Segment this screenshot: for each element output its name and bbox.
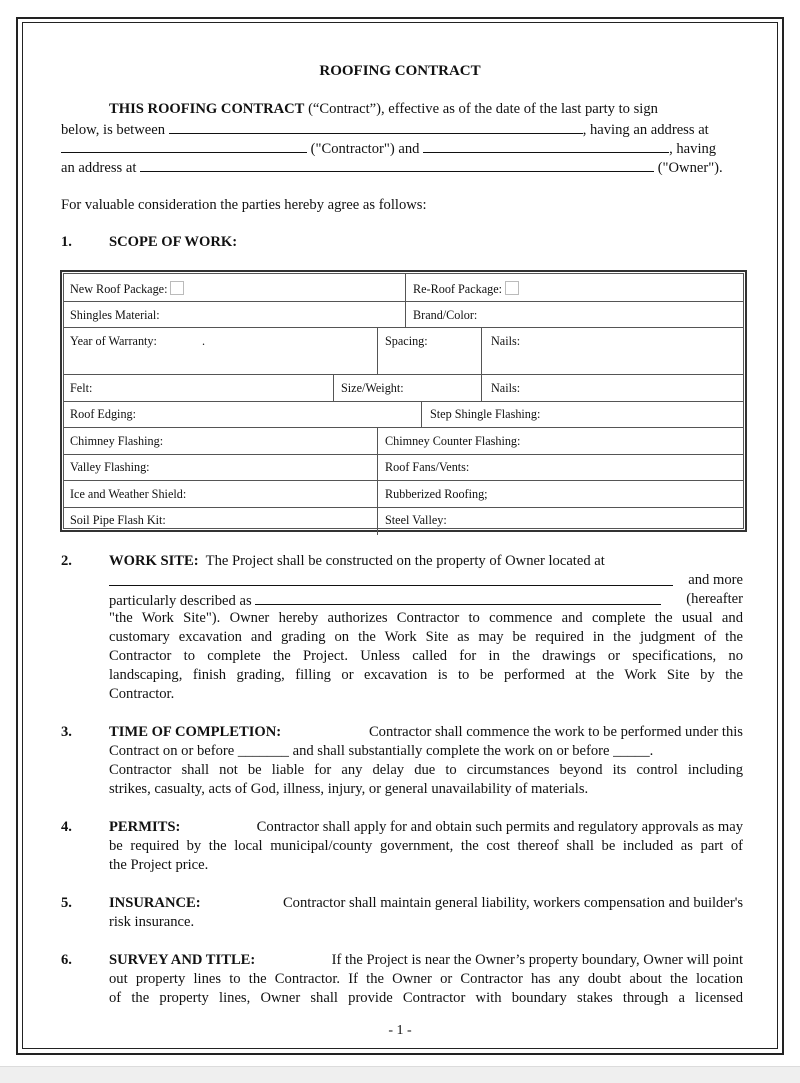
brand-color-label: Brand/Color: (413, 308, 478, 322)
chimney-counter-flashing-label: Chimney Counter Flashing: (385, 434, 521, 448)
consideration-text: For valuable consideration the parties hereby agree as follows: (61, 197, 427, 213)
section-6-line-3: of the property lines, Owner shall provide Contractor with boundary stakes through a licensed (109, 990, 743, 1006)
roof-edging-label: Roof Edging: (70, 407, 137, 421)
row-divider (64, 507, 743, 508)
row-divider (64, 374, 743, 375)
section-2-line-2: and more (109, 571, 743, 592)
col-divider (377, 327, 378, 375)
section-6-line-2: out property lines to the Contractor. If the Owner or Contractor has any doubt about the location (109, 971, 743, 987)
felt-label: Felt: (70, 381, 93, 395)
section-5-line-2: risk insurance. (109, 914, 195, 930)
section-1-number: 1. (61, 234, 72, 250)
table-inner-border (63, 273, 744, 529)
viewer-bottom-bar (0, 1066, 800, 1083)
row-divider (64, 327, 743, 328)
owner-name-blank[interactable] (423, 138, 669, 153)
section-2-line-3: particularly described as (hereafter (109, 591, 743, 609)
work-site-location-blank[interactable] (109, 571, 673, 586)
col-divider (481, 327, 482, 402)
spacing-label: Spacing: (385, 334, 428, 348)
new-roof-package-checkbox[interactable] (170, 281, 184, 295)
contractor-name-blank[interactable] (169, 119, 583, 134)
section-3-line-1: TIME OF COMPLETION: Contractor shall commence the work to be performed under this (109, 724, 743, 740)
intro-line-1: THIS ROOFING CONTRACT (“Contract”), effective as of the date of the last party to sign (109, 101, 658, 117)
row-divider (64, 480, 743, 481)
contractor-address-blank[interactable] (61, 138, 307, 153)
section-3-line-4: strikes, casualty, acts of God, illness, injury, or general unavailability of materials. (109, 781, 589, 797)
year-of-warranty-label: Year of Warranty: (70, 334, 157, 348)
owner-address-blank[interactable] (140, 157, 654, 172)
row-divider (64, 427, 743, 428)
section-2-line-4: "the Work Site"). Owner hereby authorizes Contractor to commence and complete the usual and (109, 610, 743, 626)
valley-flashing-label: Valley Flashing: (70, 460, 150, 474)
roof-fans-vents-label: Roof Fans/Vents: (385, 460, 470, 474)
soil-pipe-flash-kit-label: Soil Pipe Flash Kit: (70, 513, 166, 527)
col-divider (421, 401, 422, 428)
section-2-line-7: landscaping, finish grading, filling or excavation is to be performed at the Work Site by the (109, 667, 743, 683)
row-divider (64, 401, 743, 402)
shingles-material-label: Shingles Material: (70, 308, 160, 322)
page-number: - 1 - (388, 1023, 412, 1038)
ice-weather-shield-label: Ice and Weather Shield: (70, 487, 187, 501)
nails-label: Nails: (491, 381, 521, 395)
scope-of-work-table (60, 270, 747, 532)
section-4-line-2: be required by the local municipal/county government, the cost thereof shall be included as part of (109, 838, 743, 854)
re-roof-package-field: Re-Roof Package: (413, 281, 519, 297)
re-roof-package-checkbox[interactable] (505, 281, 519, 295)
section-2-line-1: WORK SITE: The Project shall be constructed on the property of Owner located at (109, 553, 605, 569)
new-roof-package-field: New Roof Package: (70, 281, 184, 297)
row-divider (64, 454, 743, 455)
section-2-line-8: Contractor. (109, 686, 175, 702)
warranty-dot: . (202, 334, 206, 348)
section-2-number: 2. (61, 553, 72, 569)
intro-line-2: below, is between , having an address at (61, 119, 709, 140)
steel-valley-label: Steel Valley: (385, 513, 447, 527)
rubberized-roofing-label: Rubberized Roofing; (385, 487, 488, 501)
chimney-flashing-label: Chimney Flashing: (70, 434, 164, 448)
size-weight-label: Size/Weight: (341, 381, 404, 395)
row-divider (64, 301, 743, 302)
section-4-line-1: PERMITS: Contractor shall apply for and obtain such permits and regulatory approvals as may (109, 819, 743, 835)
intro-line-4: an address at ("Owner"). (61, 157, 723, 178)
document-title: ROOFING CONTRACT (319, 63, 481, 79)
nails-label: Nails: (491, 334, 521, 348)
section-5-number: 5. (61, 895, 72, 911)
section-4-number: 4. (61, 819, 72, 835)
section-3-line-3: Contractor shall not be liable for any delay due to circumstances beyond its control including (109, 762, 743, 778)
section-3-number: 3. (61, 724, 72, 740)
col-divider (333, 374, 334, 402)
section-5-line-1: INSURANCE: Contractor shall maintain general liability, workers compensation and builder's (109, 895, 743, 911)
section-6-line-1: SURVEY AND TITLE: If the Project is near the Owner’s property boundary, Owner will point (109, 952, 743, 968)
work-site-description-blank[interactable] (255, 590, 661, 605)
section-6-number: 6. (61, 952, 72, 968)
section-2-line-6: Contractor to complete the Project. Unless called for in the drawings or specifications, no (109, 648, 743, 664)
section-4-line-3: the Project price. (109, 857, 209, 873)
col-divider (377, 427, 378, 535)
intro-line-3: ("Contractor") and , having (61, 138, 716, 159)
section-1-title: SCOPE OF WORK: (109, 234, 238, 250)
col-divider (405, 274, 406, 328)
section-3-line-2: Contract on or before _______ and shall substantially complete the work on or before _____. (109, 743, 654, 759)
step-shingle-flashing-label: Step Shingle Flashing: (430, 407, 541, 421)
section-2-line-5: customary excavation and grading on the Work Site as may be required in the judgment of the (109, 629, 743, 645)
